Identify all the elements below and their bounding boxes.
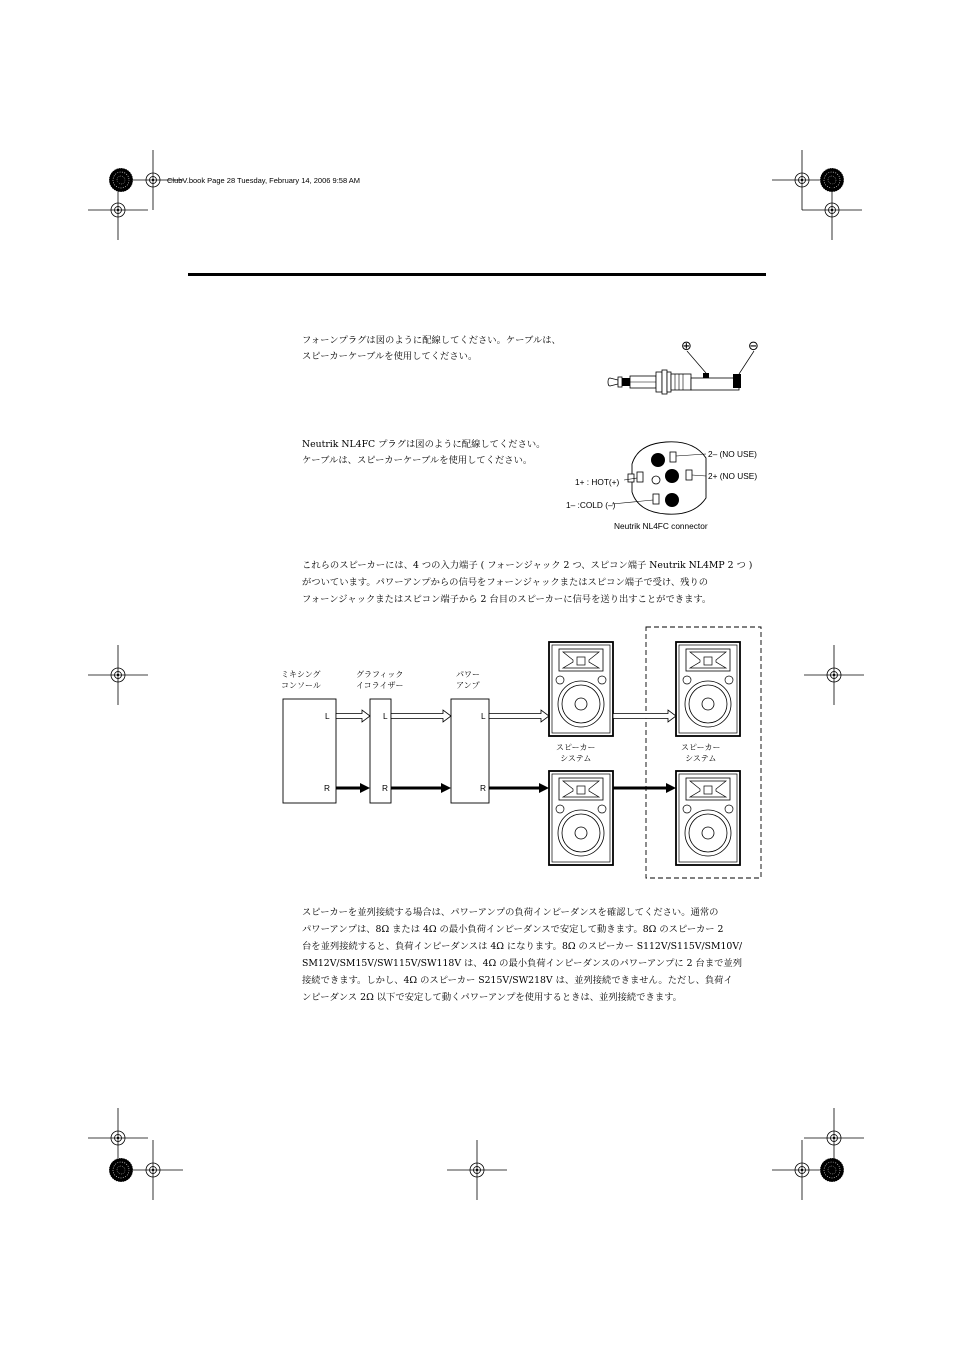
speaker-left-2 — [676, 642, 740, 736]
mixing-console-label: ミキシング コンソール — [281, 670, 321, 690]
pin-label-2-plus: 2+ (NO USE) — [708, 471, 758, 481]
plus-terminal-icon: ⊕ — [681, 339, 692, 354]
console-l-label: L — [325, 711, 330, 721]
pin-label-1-minus: 1– :COLD (–) — [566, 500, 616, 510]
intro-line-2: がついています。パワーアンプからの信号をフォーンジャックまたはスピコン端子で受け、残りの — [302, 577, 709, 588]
parallel-line-1: スピーカーを並列接続する場合は、パワーアンプの負荷インピーダンスを確認してください。通常の — [302, 907, 719, 918]
power-amp-label: パワー アンプ — [456, 670, 480, 690]
speaker-right-1 — [549, 771, 613, 865]
parallel-line-4: SM12V/SM15V/SW115V/SW118V は、4Ω の最小負荷インピーダンスのパワーアンプに 2 台まで並列 — [302, 958, 743, 969]
parallel-line-5: 接続できます。しかし、4Ω のスピーカー S215V/SW218V は、並列接続できません。ただし、負荷イ — [302, 975, 733, 986]
speaker-right-2 — [676, 771, 740, 865]
parallel-line-2: パワーアンプは、8Ω または 4Ω の最小負荷インピーダンスで安定して動きます。8Ω のスピーカー 2 — [302, 924, 724, 935]
neutrik-line-2: ケーブルは、スピーカーケーブルを使用してください。 — [302, 455, 533, 466]
amp-r-label: R — [480, 783, 486, 793]
neutrik-caption: Neutrik NL4FC connector — [614, 521, 708, 531]
neutrik-line-1: Neutrik NL4FC プラグは図のように配線してください。 — [302, 439, 546, 450]
graphic-eq-label: グラフィック イコライザー — [356, 670, 404, 690]
speaker-system-label-1: スピーカー システム — [556, 743, 596, 763]
phone-plug-line-2: スピーカーケーブルを使用してください。 — [302, 351, 478, 362]
speaker-left-1 — [549, 642, 613, 736]
console-r-label: R — [324, 783, 330, 793]
eq-r-label: R — [382, 783, 388, 793]
minus-terminal-icon: ⊖ — [748, 339, 759, 354]
page-header: ClubV.book Page 28 Tuesday, February 14, 2006 9:58 AM — [167, 176, 361, 185]
intro-line-3: フォーンジャックまたはスピコン端子から 2 台目のスピーカーに信号を送り出すことができます。 — [302, 594, 712, 605]
parallel-paragraph — [302, 904, 742, 1006]
intro-line-1: これらのスピーカーには、4 つの入力端子 ( フォーンジャック 2 つ、スピコン端子 Neutrik NL4MP 2 つ ) — [302, 560, 753, 571]
pin-label-2-minus: 2– (NO USE) — [708, 449, 757, 459]
parallel-line-6: ンピーダンス 2Ω 以下で安定して動くパワーアンプを使用するときは、並列接続できます。 — [302, 992, 682, 1003]
eq-l-label: L — [383, 711, 388, 721]
pin-label-1-plus: 1+ : HOT(+) — [575, 477, 620, 487]
parallel-line-3: 台を並列接続すると、負荷インピーダンスは 4Ω になります。8Ω のスピーカー S112V/S115V/SM10V/ — [302, 941, 743, 952]
amp-l-label: L — [481, 711, 486, 721]
speaker-system-label-2: スピーカー システム — [681, 743, 721, 763]
phone-plug-line-1: フォーンプラグは図のように配線してください。ケーブルは、 — [302, 335, 561, 346]
